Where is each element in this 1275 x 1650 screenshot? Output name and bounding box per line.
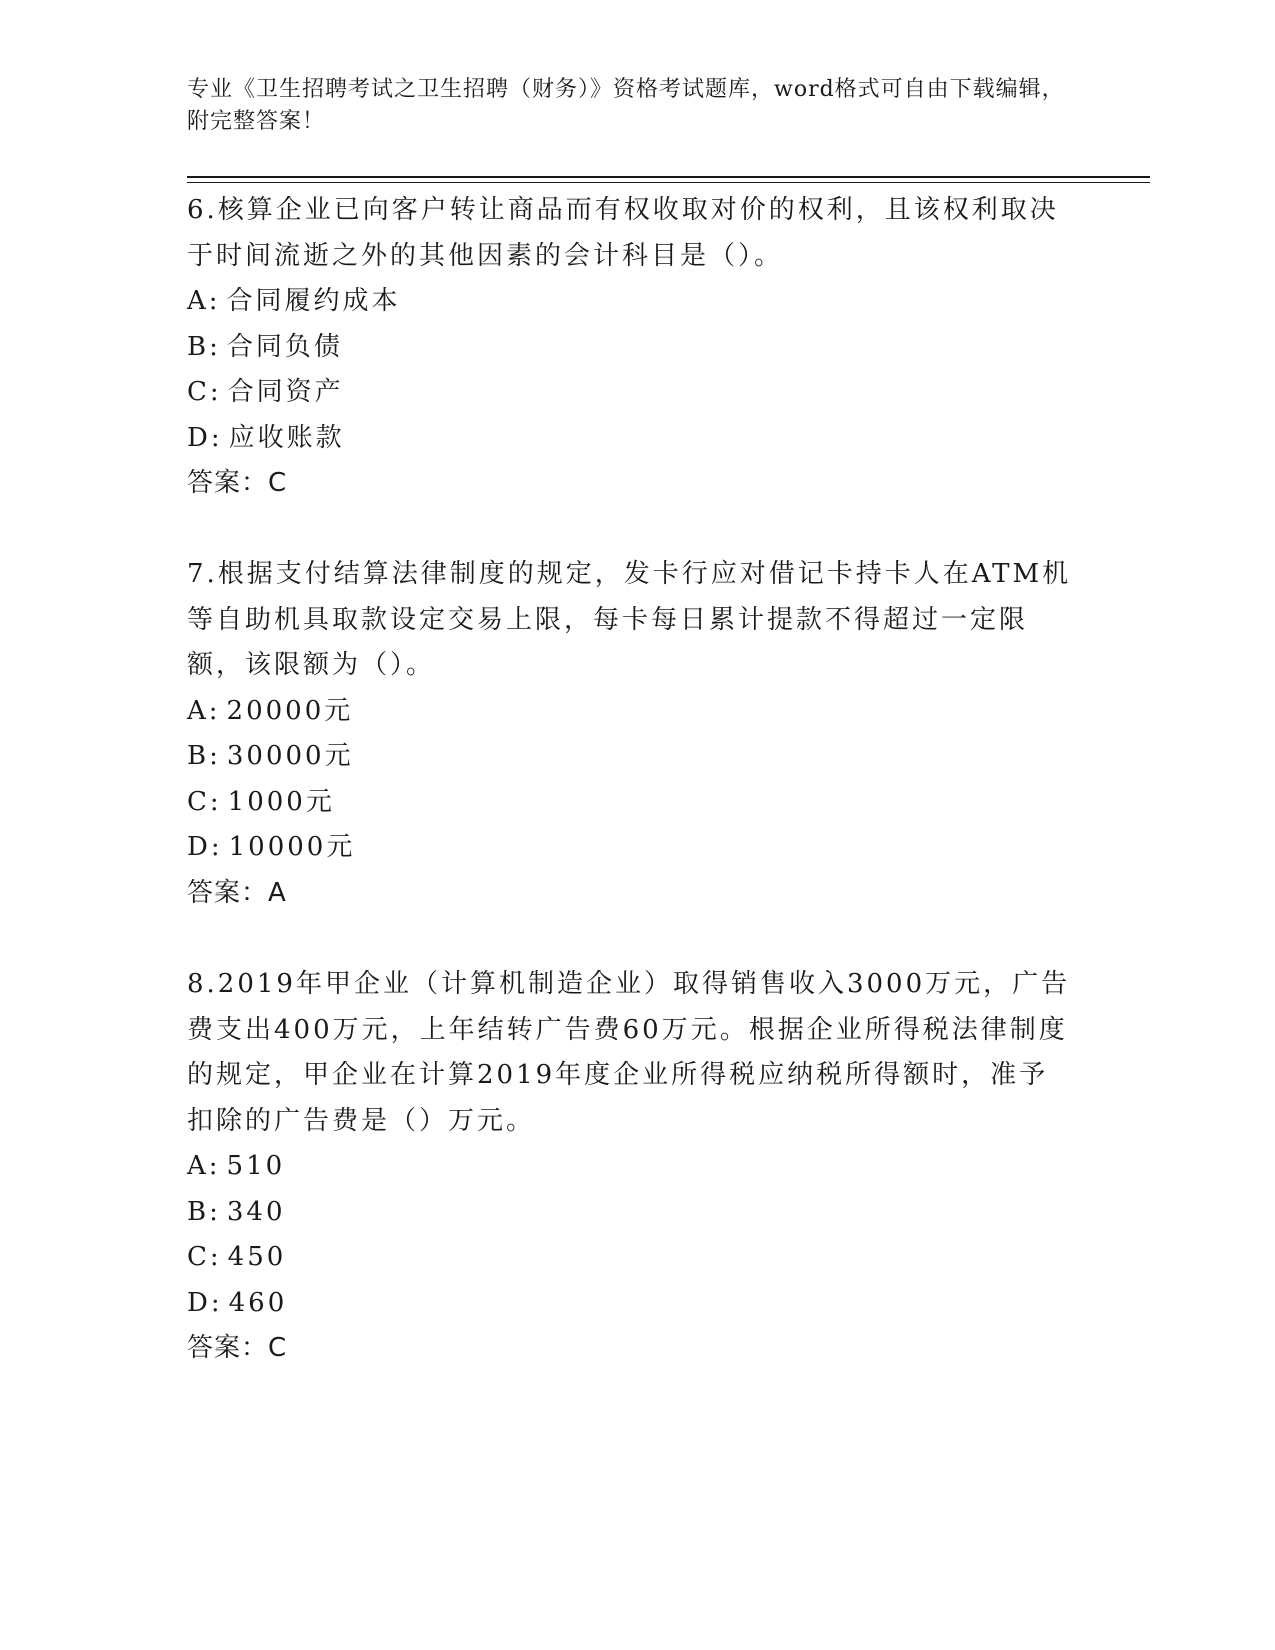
option-text: 20000元 <box>226 695 354 726</box>
option-d <box>187 416 1077 462</box>
option-text: 合同资产 <box>227 377 344 407</box>
option-a <box>187 279 1077 325</box>
answer: 答案：C <box>187 1333 288 1363</box>
option-a <box>187 689 1077 735</box>
header-intro: 专业《卫生招聘考试之卫生招聘（财务）》资格考试题库，word格式可自由下载编辑，附完整答案！ <box>187 77 1065 134</box>
option-label: A: <box>187 286 221 316</box>
option-label: A: <box>187 1151 221 1181</box>
question-8 <box>187 962 1077 1372</box>
option-c <box>187 1235 1077 1281</box>
option-label: B: <box>187 1196 221 1227</box>
option-c <box>187 370 1077 416</box>
answer: 答案：A <box>187 877 287 908</box>
document-header <box>187 74 1067 138</box>
option-label: A: <box>187 695 221 726</box>
option-label: C: <box>187 1242 222 1272</box>
option-text: 1000元 <box>227 786 335 817</box>
option-text: 合同负债 <box>226 331 343 362</box>
option-label: C: <box>187 377 222 407</box>
question-stem: 8.2019年甲企业（计算机制造企业）取得销售收入3000万元，广告费支出400万元，上年结转广告费60万元。根据企业所得税法律制度的规定，甲企业在计算2019年度企业所得税应纳税所得额时，准予扣除的广告费是（）万元。 <box>187 969 1071 1136</box>
answer: 答案：C <box>187 468 288 498</box>
option-text: 460 <box>228 1287 288 1318</box>
option-text: 450 <box>227 1242 287 1272</box>
question-7 <box>187 552 1077 916</box>
header-rule-thick <box>187 176 1150 178</box>
option-b <box>187 325 1077 371</box>
option-text: 合同履约成本 <box>226 286 401 316</box>
question-stem: 6.核算企业已向客户转让商品而有权收取对价的权利，且该权利取决于时间流逝之外的其他因素的会计科目是（）。 <box>187 195 1059 271</box>
option-d <box>187 1281 1077 1327</box>
option-label: B: <box>187 331 221 362</box>
option-text: 340 <box>226 1196 286 1227</box>
option-text: 30000元 <box>226 741 354 771</box>
option-b <box>187 1190 1077 1236</box>
option-label: D: <box>187 1287 223 1318</box>
option-label: B: <box>187 741 221 771</box>
option-label: D: <box>187 832 223 862</box>
option-d <box>187 825 1077 871</box>
header-rule-thin <box>187 182 1150 183</box>
option-b <box>187 734 1077 780</box>
option-label: C: <box>187 786 222 817</box>
option-a <box>187 1144 1077 1190</box>
question-6 <box>187 188 1077 507</box>
option-label: D: <box>187 422 223 453</box>
option-text: 10000元 <box>228 832 356 862</box>
question-stem: 7.根据支付结算法律制度的规定，发卡行应对借记卡持卡人在ATM机等自助机具取款设定交易上限，每卡每日累计提款不得超过一定限额，该限额为（）。 <box>187 559 1072 680</box>
option-text: 510 <box>226 1151 286 1181</box>
option-c <box>187 780 1077 826</box>
option-text: 应收账款 <box>228 422 345 453</box>
